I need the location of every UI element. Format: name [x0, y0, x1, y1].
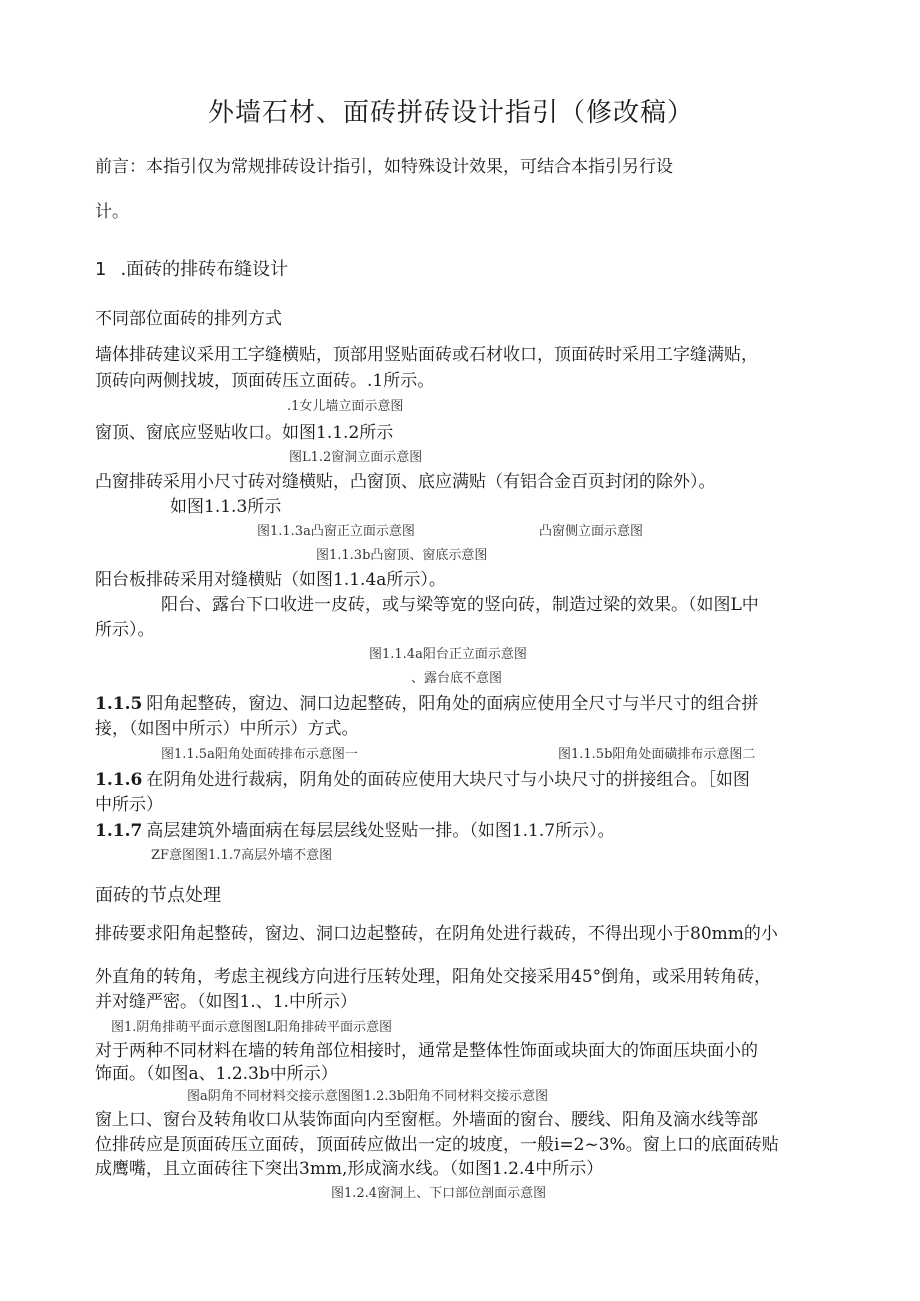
paragraph-window-sill-line-1: 窗上口、窗台及转角收口从装饰面向内至窗框。外墙面的窗台、腰线、阳角及滴水线等部	[95, 1110, 758, 1130]
paragraph-wall-line-1: 墙体排砖建议采用工字缝横贴，顶部用竖贴面砖或石材收口，顶面砖时采用工字缝满贴，	[95, 345, 758, 365]
clause-number-1-1-5: 1.1.5	[95, 694, 143, 714]
figure-caption-balcony-front: 图1.1.4a阳台正立面示意图	[369, 647, 527, 662]
preface-line-2: 计。	[95, 202, 129, 222]
figure-caption-parapet: .1女儿墙立面示意图	[287, 399, 404, 414]
paragraph-window-top: 窗顶、窗底应竖贴收口。如图1.1.2所示	[95, 423, 394, 443]
figure-caption-outer-corner-2: 图1.1.5b阳角处面磺排布示意图二	[558, 747, 756, 762]
section-2-heading: 面砖的节点处理	[95, 885, 221, 906]
clause-text-1-1-5: 阳角起整砖，窗边、洞口边起整砖，阳角处的面病应使用全尺寸与半尺寸的组合拼	[146, 694, 759, 714]
paragraph-highrise	[95, 823, 615, 840]
paragraph-node-line-1: 排砖要求阳角起整砖，窗边、洞口边起整砖，在阴角处进行裁砖，不得出现小于80mm的小	[95, 924, 778, 944]
document-title: 外墙石材、面砖拼砖设计指引（修改稿）	[208, 98, 695, 128]
paragraph-bay-window-line-2: 如图1.1.3所示	[170, 497, 282, 517]
paragraph-window-sill-line-3: 成鹰嘴，且立面砖往下突出3mm,形成滴水线。（如图1.2.4中所示）	[95, 1159, 604, 1179]
paragraph-outer-corner-line-2: 接，（如图中所示）中所示）方式。	[95, 719, 359, 739]
figure-caption-window-section: 图1.2.4窗洞上、下口部位剖面示意图	[331, 1186, 547, 1201]
section-1-subheading: 不同部位面砖的排列方式	[95, 309, 282, 329]
figure-caption-material-junctions: 图a阴角不同材料交接示意图图1.2.3b阳角不同材料交接示意图	[187, 1089, 549, 1104]
paragraph-balcony: 阳台板排砖采用对缝横贴（如图1.1.4a所示）。	[95, 570, 446, 590]
paragraph-materials-line-2: 饰面。（如图a、1.2.3b中所示）	[95, 1064, 338, 1084]
section-1-heading	[95, 261, 288, 279]
paragraph-window-sill-line-2: 位排砖应是顶面砖压立面砖，顶面砖应做出一定的坡度，一般i=2~3%。窗上口的底面砖贴	[95, 1135, 779, 1155]
paragraph-materials-line-1: 对于两种不同材料在墙的转角部位相接时，通常是整体性饰面或块面大的饰面压块面小的	[95, 1041, 758, 1061]
clause-text-1-1-6: 在阴角处进行裁病，阴角处的面砖应使用大块尺寸与小块尺寸的拼接组合。［如图	[146, 770, 750, 790]
paragraph-balcony-soffit-line-2: 所示）。	[95, 620, 155, 640]
paragraph-wall-line-2: 顶砖向两侧找坡，顶面砖压立面砖。.1所示。	[95, 371, 435, 391]
figure-caption-window-opening: 图L1.2窗洞立面示意图	[289, 450, 423, 465]
clause-number-1-1-6: 1.1.6	[95, 770, 143, 790]
figure-caption-terrace-bottom: 、露台底不意图	[411, 671, 503, 686]
paragraph-node-line-2: 外直角的转角，考虑主视线方向进行压转处理，阳角处交接采用45°倒角，或采用转角砖，	[95, 967, 772, 987]
figure-caption-outer-corner-1: 图1.1.5a阳角处面砖排布示意图一	[161, 747, 358, 762]
paragraph-node-line-3: 并对缝严密。（如图1.、1.中所示）	[95, 992, 357, 1012]
section-1-title: .面砖的排砖布缝设计	[120, 259, 289, 280]
paragraph-outer-corner-line-1	[95, 696, 758, 713]
section-1-number: 1	[95, 259, 107, 280]
clause-text-1-1-7: 高层建筑外墙面病在每层层线处竖贴一排。（如图1.1.7所示）。	[146, 821, 615, 841]
preface-line-1: 前言：本指引仅为常规排砖设计指引，如特殊设计效果，可结合本指引另行设	[95, 157, 673, 177]
figure-caption-bay-top-bottom: 图1.1.3b凸窗顶、窗底示意图	[316, 548, 488, 563]
figure-caption-corner-plans: 图1.阴角排萌平面示意图图L阳角排砖平面示意图	[111, 1020, 393, 1035]
clause-number-1-1-7: 1.1.7	[95, 821, 143, 841]
figure-caption-bay-front: 图1.1.3a凸窗正立面示意图	[257, 524, 415, 539]
paragraph-inner-corner-line-2: 中所示）	[95, 795, 163, 815]
paragraph-bay-window-line-1: 凸窗排砖采用小尺寸砖对缝横贴，凸窗顶、底应满贴（有铝合金百页封闭的除外）。	[95, 472, 716, 492]
paragraph-inner-corner-line-1	[95, 772, 750, 789]
figure-caption-highrise: ZF意图图1.1.7高层外墙不意图	[151, 848, 333, 863]
figure-caption-bay-side: 凸窗侧立面示意图	[539, 524, 644, 539]
paragraph-balcony-soffit-line-1: 阳台、露台下口收进一皮砖，或与梁等宽的竖向砖，制造过梁的效果。（如图L中	[161, 595, 759, 615]
